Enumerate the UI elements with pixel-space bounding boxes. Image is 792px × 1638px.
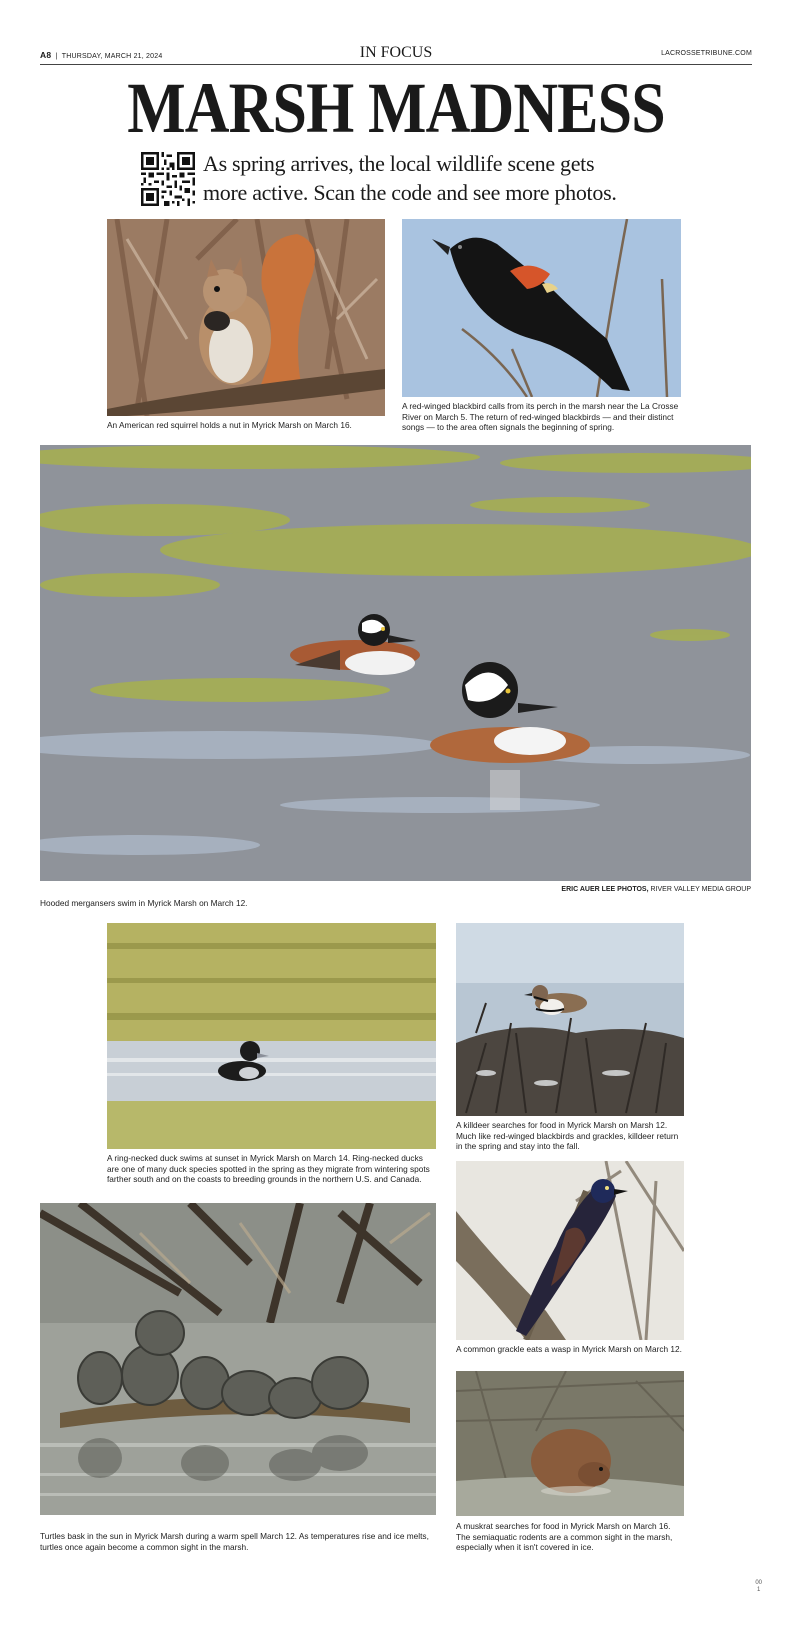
issue-date: THURSDAY, MARCH 21, 2024 [61, 53, 163, 60]
photo-blackbird[interactable] [402, 219, 681, 397]
caption-killdeer: A killdeer searches for food in Myrick Marsh on Marsh 12. Much like red-winged blackbirds and grackles, killdeer return in the spring and stay into the fall. [456, 1120, 679, 1152]
dek [203, 149, 723, 207]
photo-ring-necked-duck[interactable] [107, 923, 436, 1149]
header-rule [40, 64, 752, 65]
photo-killdeer[interactable] [456, 923, 684, 1116]
page-mark-2: 1 [756, 1587, 761, 1593]
caption-blackbird: A red-winged blackbird calls from its perch in the marsh near the La Crosse River on March 5. The return of red-winged blackbirds — and their distinct songs — to the area often signals the beginning of spring. [402, 401, 679, 433]
caption-ring-necked-duck: A ring-necked duck swims at sunset in Myrick Marsh on March 14. Ring-necked ducks are one of many duck species spotted in the spring as they migrate from wintering spots farther south and on the coasts to breeding grounds in the northern U.S. and Canada. [107, 1153, 430, 1185]
photo-credit-org: RIVER VALLEY MEDIA GROUP [648, 886, 751, 893]
headline: MARSH MADNESS [127, 68, 665, 148]
caption-turtles: Turtles bask in the sun in Myrick Marsh during a warm spell March 12. As temperatures rise and ice melts, turtles once again become a common sight in the marsh. [40, 1531, 429, 1552]
page-number: A8 [40, 50, 52, 60]
photo-muskrat[interactable] [456, 1371, 684, 1516]
dek-line-1: As spring arrives, the local wildlife scene gets [203, 151, 595, 176]
section-title: IN FOCUS [359, 44, 433, 61]
caption-grackle: A common grackle eats a wasp in Myrick Marsh on March 12. [456, 1344, 682, 1354]
photo-grackle[interactable] [456, 1161, 684, 1340]
photo-credit [40, 886, 751, 893]
page-mark-1: 00 [755, 1580, 762, 1586]
dek-line-2: more active. Scan the code and see more photos. [203, 180, 617, 205]
qr-code[interactable] [141, 152, 195, 206]
caption-mergansers: Hooded mergansers swim in Myrick Marsh on March 12. [40, 898, 248, 908]
caption-squirrel: An American red squirrel holds a nut in Myrick Marsh on March 16. [107, 420, 352, 430]
photo-squirrel[interactable] [107, 219, 385, 416]
photo-mergansers[interactable] [40, 445, 751, 881]
photo-credit-name: ERIC AUER LEE PHOTOS, [561, 886, 649, 893]
photo-turtles[interactable] [40, 1203, 436, 1515]
caption-muskrat: A muskrat searches for food in Myrick Marsh on March 16. The semiaquatic rodents are a common sight in the marsh, especially when it isn't covered in ice. [456, 1521, 673, 1553]
folio-left: A8 | THURSDAY, MARCH 21, 2024 [40, 50, 163, 60]
site-url[interactable]: LACROSSETRIBUNE.COM [661, 50, 752, 57]
page-marks [755, 1580, 762, 1594]
